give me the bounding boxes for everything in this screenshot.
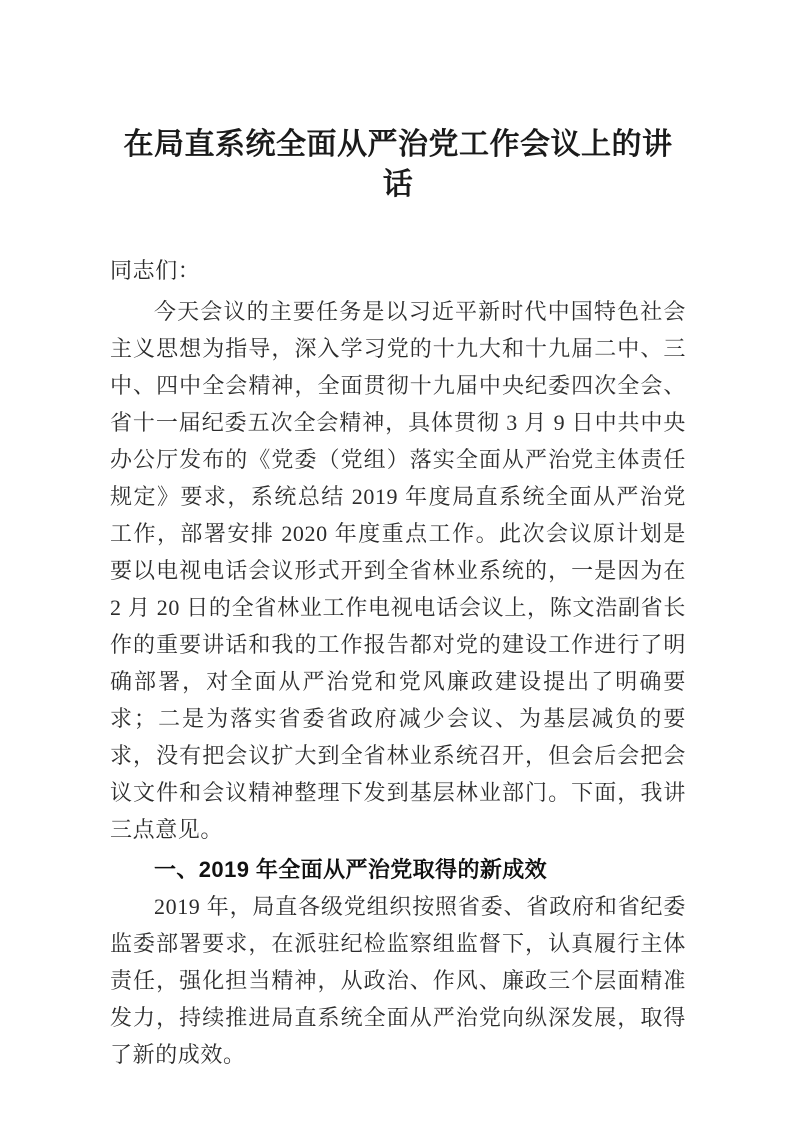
section-heading-1: 一、2019 年全面从严治党取得的新成效 (154, 857, 548, 882)
salutation: 同志们： (110, 258, 201, 283)
body-paragraph-1: 今天会议的主要任务是以习近平新时代中国特色社会主义思想为指导，深入学习党的十九大和十九届二中、三中、四中全会精神，全面贯彻十九届中央纪委四次全会、省十一届纪委五次全会精神，具体贯彻 3 月 9 日中共中央办公厅发布的《党委（党组）落实全面从严治党主体责任规定》要求，系统总结 2019 年度局直系统全面从严治党工作，部署安排 2020 年度重点工作。此次会议原计划是要以电视电话会议形式开到全省林业系统的，一是因为在 2 月 20 日的全省林业工作电视电话会议上，陈文浩副省长作的重要讲话和我的工作报告都对党的建设工作进行了明确部署，对全面从严治党和党风廉政建设提出了明确要求；二是为落实省委省政府减少会议、为基层减负的要求，没有把会议扩大到全省林业系统召开，但会后会把会议文件和会议精神整理下发到基层林业部门。下面，我讲三点意见。 (110, 299, 686, 842)
page-title: 在局直系统全面从严治党工作会议上的讲话 (123, 128, 673, 201)
document-content (110, 0, 686, 1073)
section-1-paragraph-1: 2019 年，局直各级党组织按照省委、省政府和省纪委监委部署要求，在派驻纪检监察组监督下，认真履行主体责任，强化担当精神，从政治、作风、廉政三个层面精准发力，持续推进局直系统全面从严治党向纵深发展，取得了新的成效。 (110, 894, 686, 1067)
